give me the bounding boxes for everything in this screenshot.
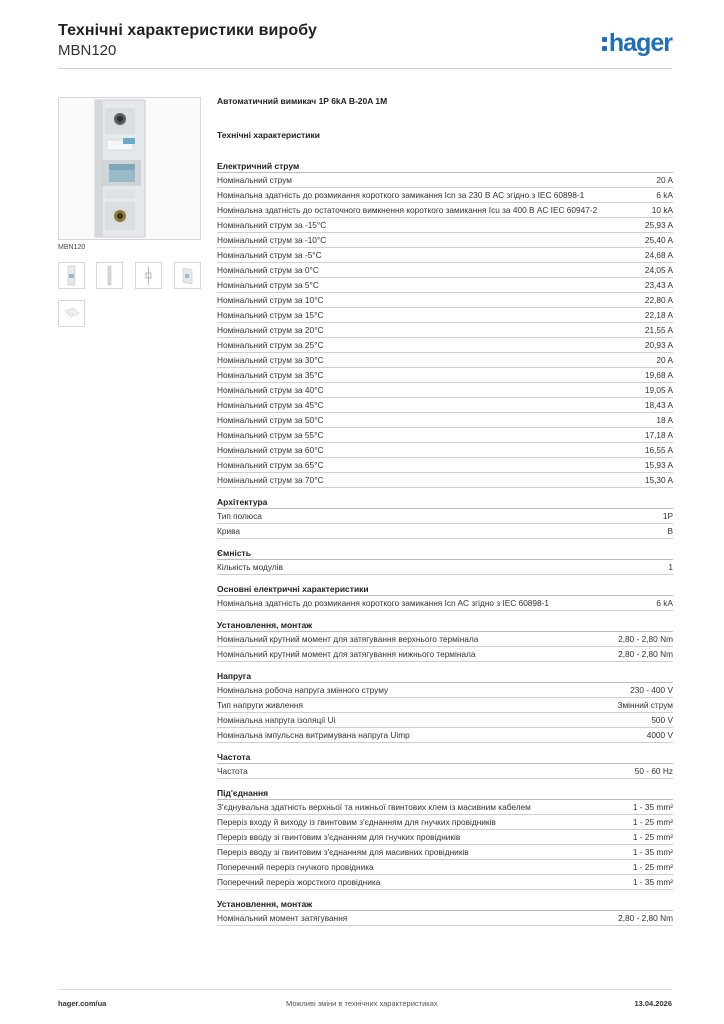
spec-value: 1 - 35 mm² <box>632 801 673 812</box>
page-footer <box>58 992 672 1012</box>
spec-value: 1P <box>662 510 673 521</box>
spec-label: Переріз вводу зі гвинтовим з'єднанням для масивних провідників <box>217 846 469 857</box>
spec-section <box>217 619 673 662</box>
spec-value: 19,05 A <box>644 384 673 395</box>
spec-section <box>217 670 673 743</box>
spec-label: Номінальний момент затягування <box>217 912 348 923</box>
spec-row <box>217 353 673 368</box>
spec-row <box>217 698 673 713</box>
spec-value: 20 A <box>656 174 673 185</box>
side-view-icon <box>97 263 122 288</box>
section-title: Основні електричні характеристики <box>217 583 673 596</box>
spec-label: Номінальний струм за 10°C <box>217 294 324 305</box>
spec-row <box>217 323 673 338</box>
page-header <box>58 22 672 70</box>
thumbnail-side[interactable] <box>96 262 123 289</box>
footer-date: 13.04.2026 <box>634 999 672 1008</box>
header-divider <box>58 68 672 69</box>
spec-value: 6 kA <box>656 189 673 200</box>
spec-value: 16,55 A <box>644 444 673 455</box>
wiring-diagram-icon <box>136 263 161 288</box>
spec-section <box>217 787 673 890</box>
spec-label: Номінальна здатність до остаточного вимкнення короткого замикання Icu за 400 В AC IEC 60947-2 <box>217 204 598 215</box>
spec-row <box>217 398 673 413</box>
spec-value: 19,68 A <box>644 369 673 380</box>
spec-row <box>217 428 673 443</box>
spec-value: 4000 V <box>646 729 673 740</box>
product-image[interactable] <box>58 97 201 240</box>
spec-row <box>217 443 673 458</box>
spec-value: 1 - 35 mm² <box>632 876 673 887</box>
hager-logo <box>602 28 672 58</box>
spec-value: 23,43 A <box>644 279 673 290</box>
section-title: Установлення, монтаж <box>217 619 673 632</box>
spec-row <box>217 368 673 383</box>
circuit-breaker-icon <box>59 98 200 239</box>
spec-value: 25,93 A <box>644 219 673 230</box>
spec-value: 20 A <box>656 354 673 365</box>
spec-label: Номінальний струм за 60°C <box>217 444 324 455</box>
footer-note: Можливі зміни в технічних характеристиках <box>286 999 438 1008</box>
section-title: Установлення, монтаж <box>217 898 673 911</box>
spec-value: 1 - 25 mm² <box>632 816 673 827</box>
spec-row <box>217 647 673 662</box>
spec-label: Номінальний струм за -10°C <box>217 234 327 245</box>
spec-row <box>217 632 673 647</box>
spec-row <box>217 338 673 353</box>
spec-label: Номінальний струм за 0°C <box>217 264 319 275</box>
tech-specs-title: Технічні характеристики <box>217 130 320 140</box>
thumbnail-detail[interactable] <box>58 300 85 327</box>
section-title: Напруга <box>217 670 673 683</box>
spec-label: Номінальний струм за 55°C <box>217 429 324 440</box>
spec-row <box>217 713 673 728</box>
spec-section <box>217 583 673 611</box>
spec-value: 50 - 60 Hz <box>634 765 673 776</box>
spec-label: Номінальний струм за 30°C <box>217 354 324 365</box>
spec-row <box>217 815 673 830</box>
spec-label: Номінальний струм <box>217 174 292 185</box>
spec-value: 1 - 25 mm² <box>632 861 673 872</box>
spec-value: Змінний струм <box>617 699 673 710</box>
spec-value: 15,93 A <box>644 459 673 470</box>
spec-row <box>217 800 673 815</box>
spec-label: Номінальний струм за 35°C <box>217 369 324 380</box>
spec-label: Номінальна робоча напруга змінного струму <box>217 684 389 695</box>
spec-section <box>217 751 673 779</box>
spec-label: Номінальний струм за -5°C <box>217 249 322 260</box>
spec-label: Номінальна здатність до розмикання короткого замикання Icn за 230 В AC згідно з IEC 60898-1 <box>217 189 585 200</box>
spec-value: 17,18 A <box>644 429 673 440</box>
spec-value: 500 V <box>651 714 673 725</box>
spec-label: Номінальний струм за 25°C <box>217 339 324 350</box>
spec-row <box>217 233 673 248</box>
spec-section <box>217 547 673 575</box>
spec-label: З'єднувальна здатність верхньої та нижньої гвинтових клем із масивним кабелем <box>217 801 531 812</box>
spec-label: Переріз входу й виходу із гвинтовим з'єднанням для гнучких провідників <box>217 816 496 827</box>
spec-row <box>217 596 673 611</box>
spec-value: 24,05 A <box>644 264 673 275</box>
spec-value: 2,80 - 2,80 Nm <box>618 633 673 644</box>
spec-label: Номінальний струм за 40°C <box>217 384 324 395</box>
spec-row <box>217 473 673 488</box>
product-title: Автоматичний вимикач 1P 6kA B-20A 1M <box>217 96 388 106</box>
spec-row <box>217 560 673 575</box>
spec-label: Переріз вводу зі гвинтовим з'єднанням для гнучких провідників <box>217 831 461 842</box>
spec-row <box>217 293 673 308</box>
spec-label: Номінальний крутний момент для затягування верхнього термінала <box>217 633 479 644</box>
spec-value: 25,40 A <box>644 234 673 245</box>
spec-value: 1 - 35 mm² <box>632 846 673 857</box>
spec-value: 6 kA <box>656 597 673 608</box>
spec-label: Поперечний переріз гнучкого провідника <box>217 861 374 872</box>
spec-value: 18 A <box>656 414 673 425</box>
spec-value: 18,43 A <box>644 399 673 410</box>
spec-label: Номінальний крутний момент для затягування нижнього термінала <box>217 648 476 659</box>
spec-row <box>217 911 673 926</box>
spec-row <box>217 383 673 398</box>
product-image-caption: MBN120 <box>58 244 86 251</box>
spec-row <box>217 845 673 860</box>
spec-value: 21,55 A <box>644 324 673 335</box>
spec-row <box>217 764 673 779</box>
spec-value: 2,80 - 2,80 Nm <box>618 912 673 923</box>
spec-row <box>217 278 673 293</box>
spec-label: Номінальний струм за 70°C <box>217 474 324 485</box>
section-title: Під'єднання <box>217 787 673 800</box>
spec-row <box>217 248 673 263</box>
spec-value: 2,80 - 2,80 Nm <box>618 648 673 659</box>
spec-label: Номінальний струм за 50°C <box>217 414 324 425</box>
spec-row <box>217 860 673 875</box>
spec-row <box>217 728 673 743</box>
spec-label: Тип напруги живлення <box>217 699 303 710</box>
section-title: Електричний струм <box>217 160 673 173</box>
spec-label: Кількість модулів <box>217 561 283 572</box>
section-title: Архітектура <box>217 496 673 509</box>
spec-row <box>217 188 673 203</box>
footer-website-link[interactable]: hager.com/ua <box>58 999 107 1008</box>
front-view-icon <box>59 263 84 288</box>
spec-row <box>217 458 673 473</box>
spec-label: Поперечний переріз жорсткого провідника <box>217 876 381 887</box>
spec-row <box>217 308 673 323</box>
spec-label: Номінальний струм за 20°C <box>217 324 324 335</box>
thumbnail-diagram[interactable] <box>135 262 162 289</box>
spec-value: 10 kA <box>651 204 673 215</box>
spec-label: Номінальний струм за 5°C <box>217 279 319 290</box>
spec-label: Частота <box>217 765 248 776</box>
spec-row <box>217 218 673 233</box>
page-title: Технічні характеристики виробу <box>58 22 317 39</box>
spec-row <box>217 413 673 428</box>
spec-label: Номінальний струм за 45°C <box>217 399 324 410</box>
spec-value: 1 - 25 mm² <box>632 831 673 842</box>
spec-section <box>217 160 673 488</box>
spec-label: Номінальна імпульсна витримувана напруга Uimp <box>217 729 410 740</box>
spec-row <box>217 830 673 845</box>
spec-value: 1 <box>668 561 673 572</box>
spec-value: B <box>667 525 673 536</box>
spec-value: 20,93 A <box>644 339 673 350</box>
thumbnail-perspective[interactable] <box>174 262 201 289</box>
spec-label: Номінальний струм за -15°C <box>217 219 327 230</box>
perspective-view-icon <box>175 263 200 288</box>
spec-label: Номінальний струм за 65°C <box>217 459 324 470</box>
section-title: Ємність <box>217 547 673 560</box>
detail-view-icon <box>59 301 84 326</box>
specifications <box>217 96 673 926</box>
spec-label: Номінальний струм за 15°C <box>217 309 324 320</box>
section-title: Частота <box>217 751 673 764</box>
spec-section <box>217 496 673 539</box>
thumbnail-front[interactable] <box>58 262 85 289</box>
spec-value: 22,18 A <box>644 309 673 320</box>
logo-text: hager <box>608 28 672 57</box>
spec-value: 230 - 400 V <box>630 684 673 695</box>
spec-value: 24,68 A <box>644 249 673 260</box>
spec-value: 22,80 A <box>644 294 673 305</box>
spec-row <box>217 524 673 539</box>
spec-row <box>217 509 673 524</box>
spec-row <box>217 203 673 218</box>
logo-dots-icon <box>602 37 607 51</box>
spec-sections <box>217 160 673 926</box>
spec-label: Номінальна напруга ізоляції Ui <box>217 714 336 725</box>
spec-label: Тип полюса <box>217 510 262 521</box>
spec-row <box>217 683 673 698</box>
spec-label: Крива <box>217 525 241 536</box>
footer-divider <box>58 989 672 990</box>
spec-row <box>217 263 673 278</box>
spec-label: Номінальна здатність до розмикання короткого замикання Icn AC згідно з IEC 60898-1 <box>217 597 550 608</box>
product-code: MBN120 <box>58 42 117 59</box>
spec-row <box>217 173 673 188</box>
spec-value: 15,30 A <box>644 474 673 485</box>
spec-section <box>217 898 673 926</box>
spec-row <box>217 875 673 890</box>
